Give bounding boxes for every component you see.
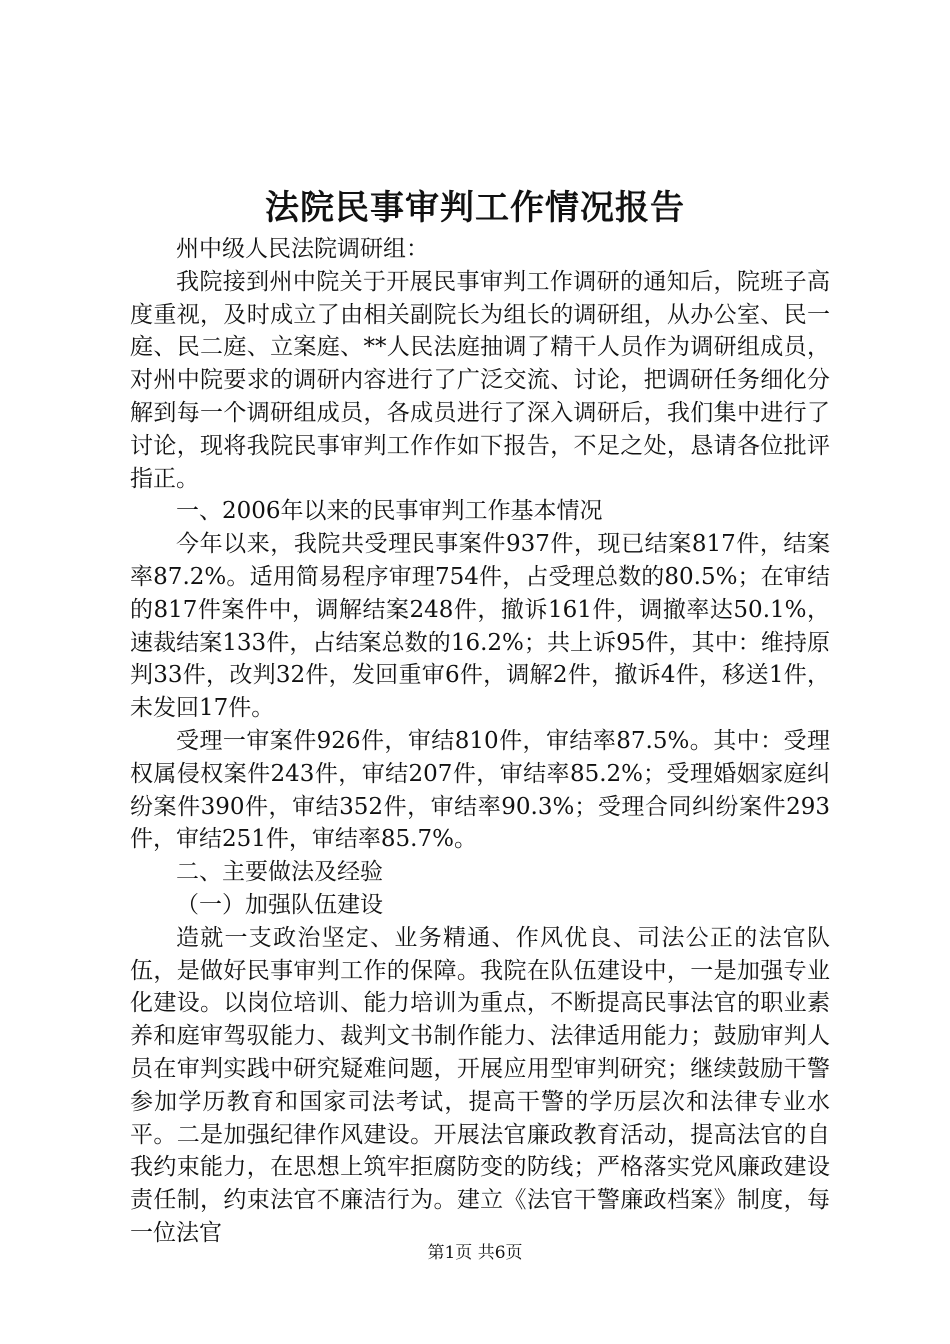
section-heading-1: 一、2006年以来的民事审判工作基本情况 bbox=[176, 498, 603, 525]
salutation: 州中级人民法院调研组： bbox=[176, 236, 429, 262]
intro-paragraph: 我院接到州中院关于开展民事审判工作调研的通知后，院班子高度重视，及时成立了由相关副院长为组长的调研组，从办公室、民一庭、民二庭、立案庭、**人民法庭抽调了精干人员作为调研组成员，对州中院要求的调研内容进行了广泛交流、讨论，把调研任务细化分解到每一个调研组成员，各成员进行了深入调研后，我们集中进行了讨论，现将我院民事审判工作作如下报告，不足之处，恳请各位批评指正。 bbox=[130, 268, 830, 492]
section1-paragraph-2: 受理一审案件926件，审结810件，审结率87.5%。其中：受理权属侵权案件243件，审结207件，审结率85.2%；受理婚姻家庭纠纷案件390件，审结352件，审结率90.3%；受理合同纠纷案件293件，审结251件，审结率85.7%。 bbox=[130, 727, 830, 853]
subsection1-paragraph: 造就一支政治坚定、业务精通、作风优良、司法公正的法官队伍，是做好民事审判工作的保障。我院在队伍建设中，一是加强专业化建设。以岗位培训、能力培训为重点，不断提高民事法官的职业素养和庭审驾驭能力、裁判文书制作能力、法律适用能力；鼓励审判人员在审判实践中研究疑难问题，开展应用型审判研究；继续鼓励干警参加学历教育和国家司法考试，提高干警的学历层次和法律专业水平。二是加强纪律作风建设。开展法官廉政教育活动，提高法官的自我约束能力，在思想上筑牢拒腐防变的防线；严格落实党风廉政建设责任制，约束法官不廉洁行为。建立《法官干警廉政档案》制度，每一位法官 bbox=[130, 924, 830, 1246]
subsection-heading-1: （一）加强队伍建设 bbox=[176, 891, 383, 918]
document-title: 法院民事审判工作情况报告 bbox=[265, 188, 685, 228]
page-footer: 第1页 共6页 bbox=[427, 1243, 523, 1263]
document-body bbox=[130, 233, 830, 1250]
section-heading-2: 二、主要做法及经验 bbox=[176, 859, 383, 886]
section1-paragraph-1: 今年以来，我院共受理民事案件937件，现已结案817件，结案率87.2%。适用简易程序审理754件，占受理总数的80.5%；在审结的817件案件中，调解结案248件，撤诉161件，调撤率达50.1%，速裁结案133件，占结案总数的16.2%；共上诉95件，其中：维持原判33件，改判32件，发回重审6件，调解2件，撤诉4件，移送1件，未发回17件。 bbox=[130, 531, 830, 722]
